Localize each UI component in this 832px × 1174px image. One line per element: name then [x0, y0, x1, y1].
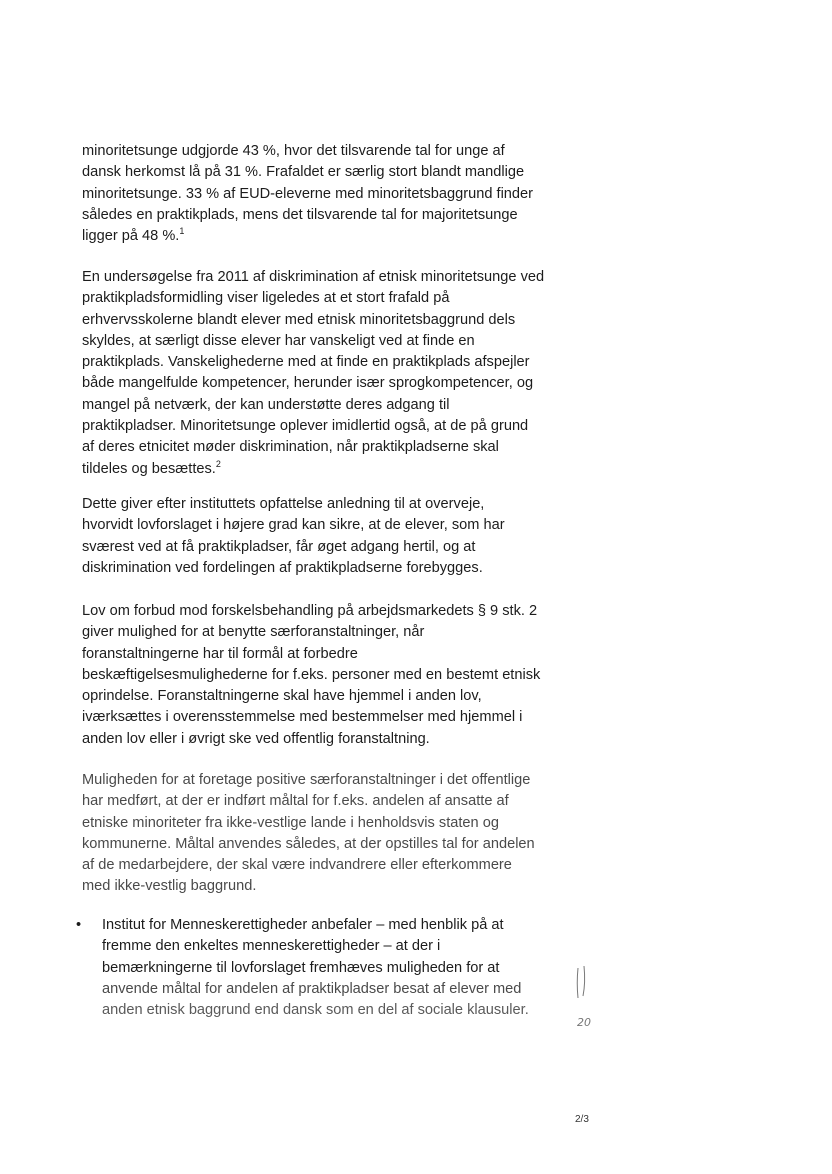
text-line: diskrimination ved fordelingen af praktikpladserne forebygges. [82, 559, 483, 576]
text-line: iværksættes i overensstemmelse med bestemmelser med hjemmel i [82, 709, 523, 726]
margin-note-text: 20 [577, 1016, 591, 1028]
handwritten-margin-mark [572, 962, 596, 1033]
text-line: af de medarbejdere, der skal være indvandrere eller efterkommere [82, 857, 512, 874]
text-line-content: ligger på 48 %. [82, 228, 180, 245]
text-line: anden lov eller i øvrigt ske ved offentlig foranstaltning. [82, 730, 430, 747]
text-line: oprindelse. Foranstaltningerne skal have hjemmel i anden lov, [82, 688, 482, 705]
text-line: med ikke-vestlig baggrund. [82, 878, 257, 895]
text-line: praktikpladser. Minoritetsunge oplever imidlertid også, at de på grund [82, 418, 529, 435]
text-line: fremme den enkeltes menneskerettigheder – at der i [102, 938, 441, 955]
text-line: praktikplads. Vanskelighederne med at finde en praktikplads afspejler [82, 354, 530, 371]
text-line: mangel på netværk, der kan understøtte deres adgang til [82, 396, 450, 413]
text-line: etniske minoriteter fra ikke-vestlige lande i henholdsvis staten og [82, 814, 499, 831]
paragraph-institute-opinion [82, 494, 582, 579]
text-line: kommunerne. Måltal anvendes således, at der opstilles tal for andelen [82, 835, 535, 852]
bullet-symbol: • [76, 917, 82, 933]
recommendation-bullet [102, 915, 562, 1021]
paragraph-dropout-statistics [82, 141, 582, 247]
text-line: foranstaltningerne har til formål at forbedre [82, 645, 358, 662]
text-line: skyldes, at særligt disse elever har vanskeligt ved at finde en [82, 332, 475, 349]
page-number: 2/3 [575, 1114, 589, 1125]
paragraph-discrimination-study [82, 267, 582, 480]
text-line: bemærkningerne til lovforslaget fremhæves muligheden for at [102, 959, 500, 976]
text-line: praktikpladsformidling viser ligeledes at et stort frafald på [82, 290, 450, 307]
text-line: beskæftigelsesmulighederne for f.eks. personer med en bestemt etnisk [82, 666, 541, 683]
pencil-mark-icon [572, 962, 596, 1028]
text-line: Lov om forbud mod forskelsbehandling på arbejdsmarkedets § 9 stk. 2 [82, 603, 538, 619]
text-line-content: tildeles og besættes. [82, 460, 216, 477]
text-line: af deres etnicitet møder diskrimination, når praktikpladserne skal [82, 439, 499, 456]
text-line: således en praktikplads, mens det tilsvarende tal for majoritetsunge [82, 206, 518, 223]
text-line: Institut for Menneskerettigheder anbefaler – med henblik på at [102, 917, 504, 933]
footnote-marker: 1 [179, 226, 185, 237]
text-line [82, 459, 582, 480]
text-line: Muligheden for at foretage positive særforanstaltninger i det offentlige [82, 772, 531, 788]
text-line: har medført, at der er indført måltal for f.eks. andelen af ansatte af [82, 793, 509, 810]
text-line: erhvervsskolerne blandt elever med etnisk minoritetsbaggrund dels [82, 311, 516, 328]
paragraph-target-figures [82, 770, 582, 898]
text-line [82, 226, 582, 247]
text-line: Dette giver efter instituttets opfattelse anledning til at overveje, [82, 496, 485, 512]
text-line: En undersøgelse fra 2011 af diskrimination af etnisk minoritetsunge ved [82, 269, 545, 285]
text-line: hvorvidt lovforslaget i højere grad kan sikre, at de elever, som har [82, 517, 505, 534]
text-line: anvende måltal for andelen af praktikpladser besat af elever med [102, 980, 522, 997]
paragraph-law-reference [82, 601, 582, 750]
footnote-marker: 2 [215, 458, 221, 469]
text-line: minoritetsunge udgjorde 43 %, hvor det tilsvarende tal for unge af [82, 143, 505, 159]
text-line: både mangelfulde kompetencer, herunder især sprogkompetencer, og [82, 375, 534, 392]
text-line: anden etnisk baggrund end dansk som en del af sociale klausuler. [102, 1002, 529, 1019]
text-line: dansk herkomst lå på 31 %. Frafaldet er særlig stort blandt mandlige [82, 164, 525, 181]
text-line: giver mulighed for at benytte særforanstaltninger, når [82, 624, 425, 641]
text-line: sværest ved at få praktikpladser, får øget adgang hertil, og at [82, 538, 476, 555]
text-line: minoritetsunge. 33 % af EUD-eleverne med minoritetsbaggrund finder [82, 185, 534, 202]
